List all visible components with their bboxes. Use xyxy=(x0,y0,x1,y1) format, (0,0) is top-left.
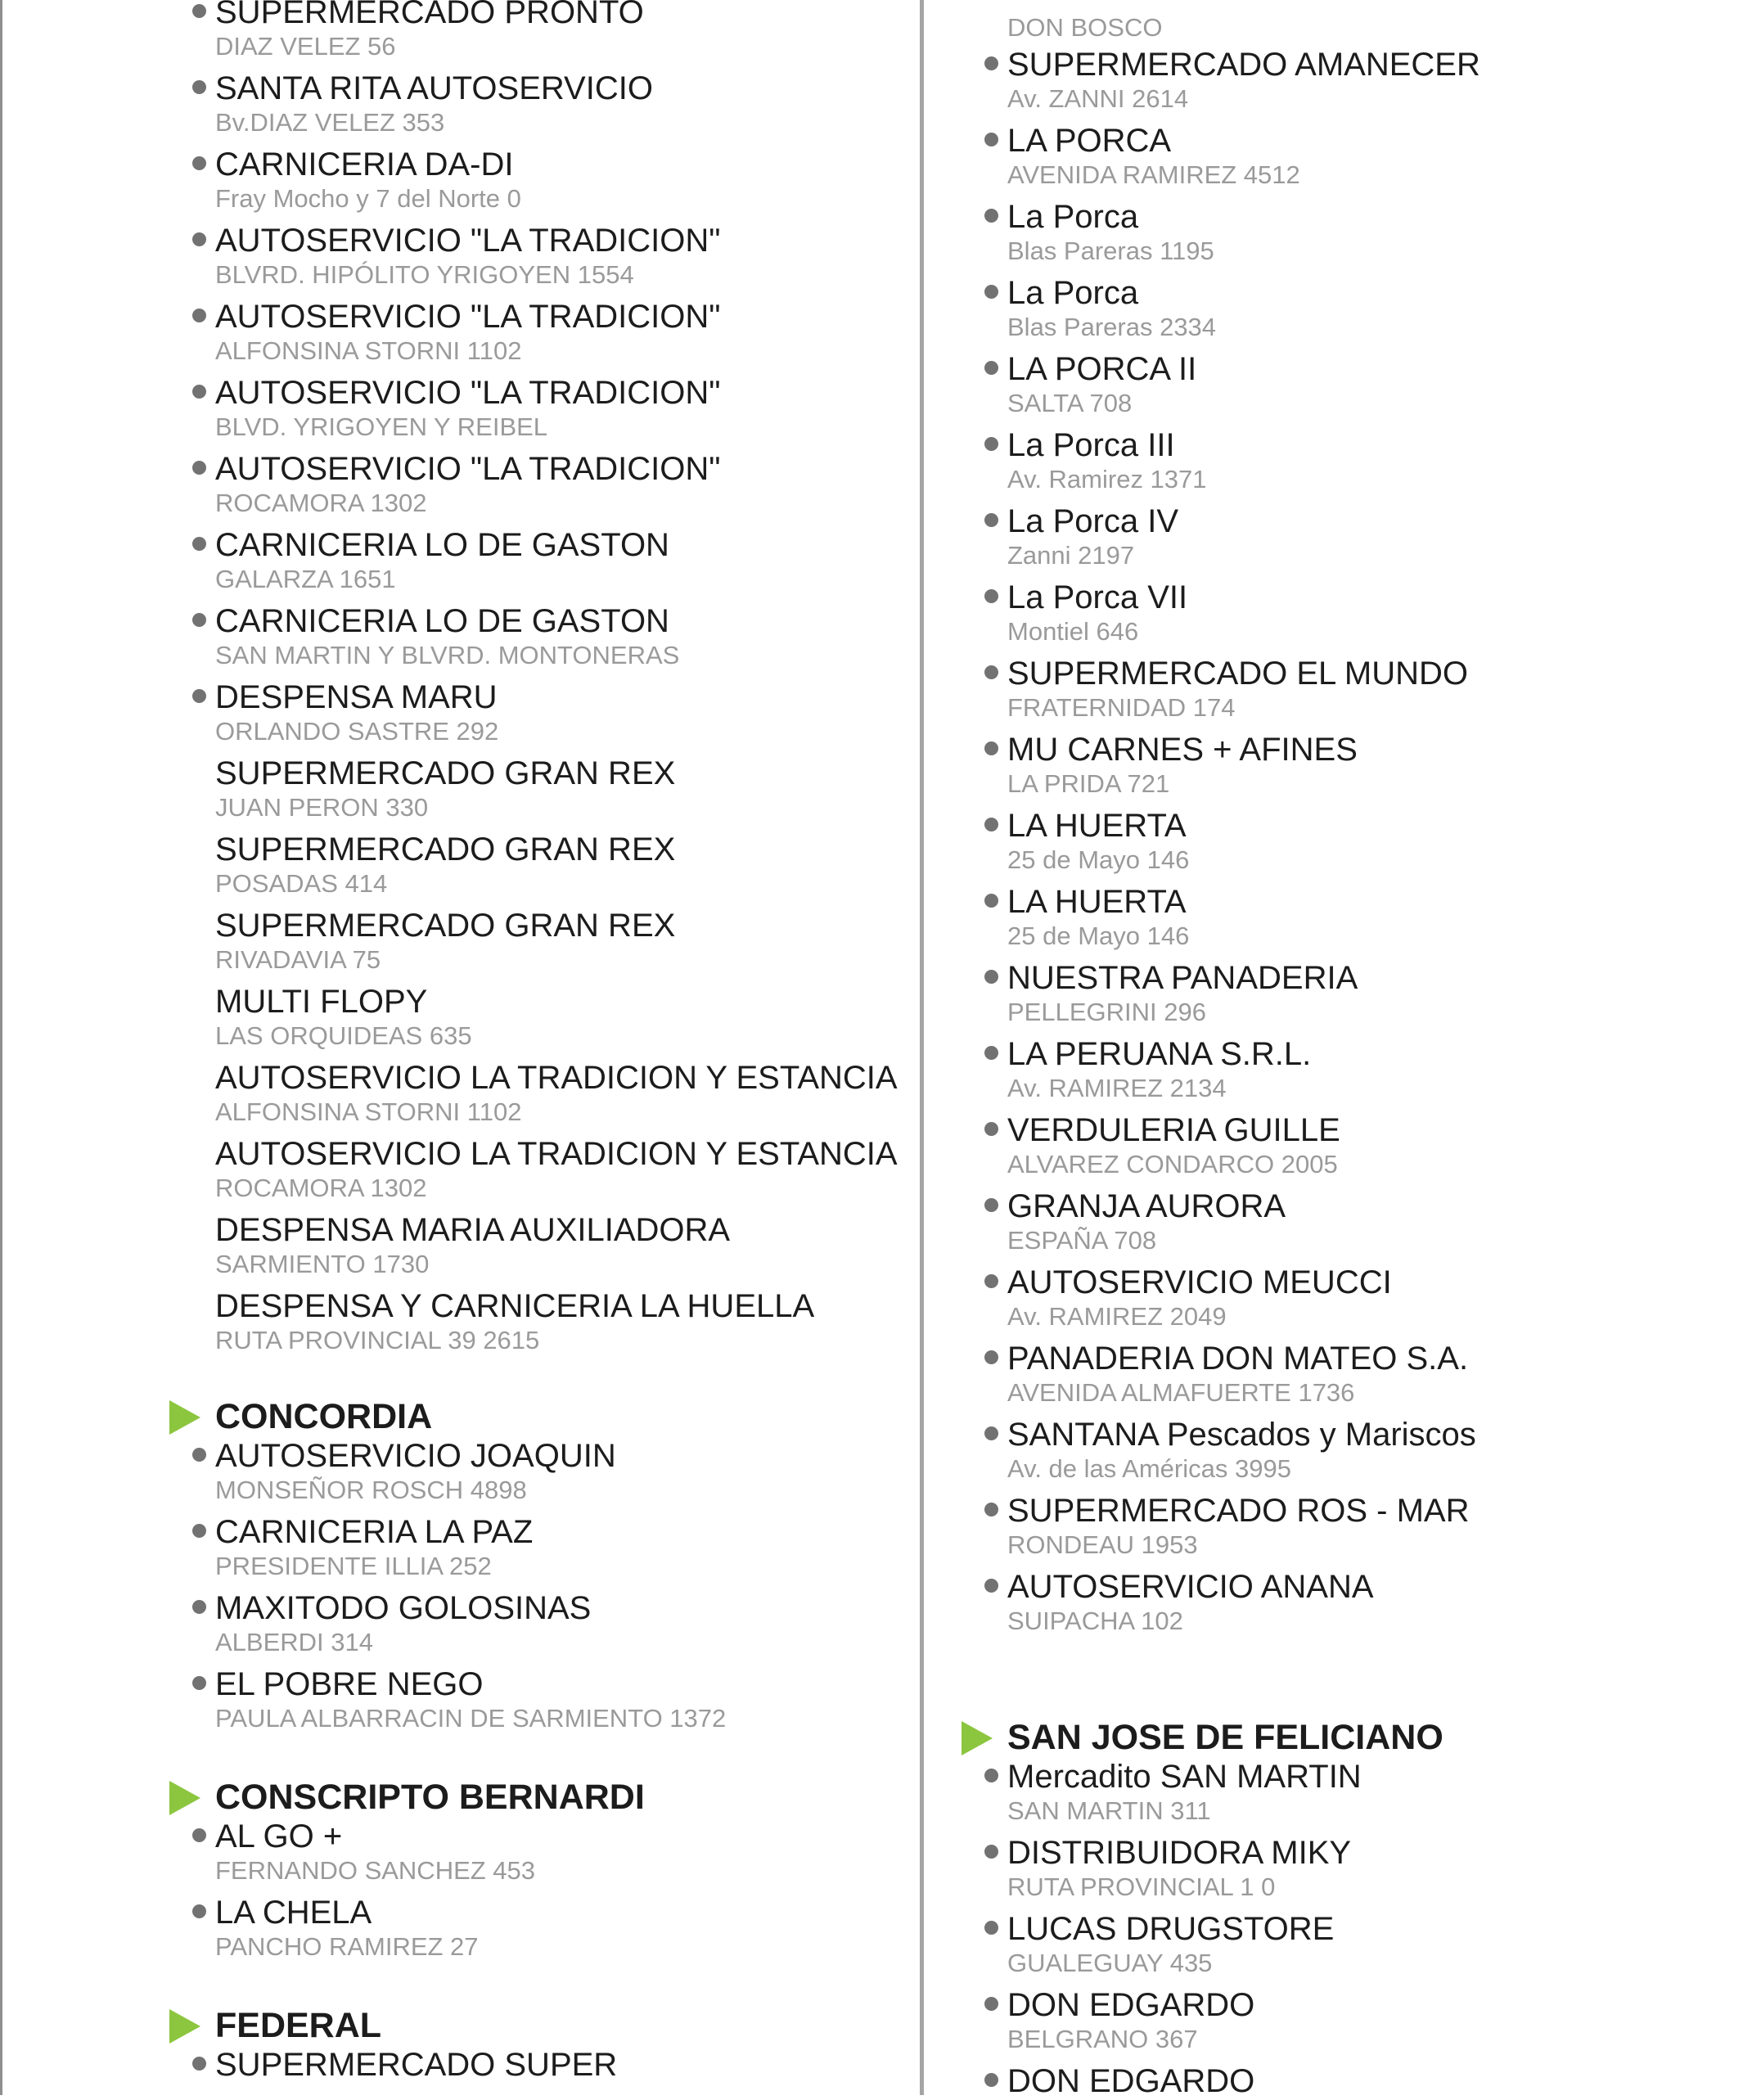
bullet-icon xyxy=(984,665,998,679)
bullet-icon xyxy=(984,209,998,223)
store-name: CARNICERIA LA PAZ xyxy=(215,1514,534,1550)
store-address: Av. ZANNI 2614 xyxy=(1007,84,1189,113)
store-name: AUTOSERVICIO "LA TRADICION" xyxy=(215,451,721,487)
bullet-icon xyxy=(984,1350,998,1364)
store-address: LA PRIDA 721 xyxy=(1007,769,1170,798)
store-name: DON EDGARDO xyxy=(1007,1987,1255,2023)
bullet-icon xyxy=(192,461,206,475)
store-address: PRESIDENTE ILLIA 252 xyxy=(215,1552,492,1580)
store-address: ORLANDO SASTRE 292 xyxy=(215,717,499,746)
store-address: BELGRANO 367 xyxy=(1007,2025,1198,2053)
section-title: SAN JOSE DE FELICIANO xyxy=(1007,1718,1443,1757)
store-address: BLVRD. HIPÓLITO YRIGOYEN 1554 xyxy=(215,260,634,289)
store-name: DON EDGARDO xyxy=(1007,2063,1255,2099)
bullet-icon xyxy=(192,689,206,703)
store-address: BLVD. YRIGOYEN Y REIBEL xyxy=(215,412,548,441)
store-name: Mercadito SAN MARTIN xyxy=(1007,1759,1362,1795)
store-address: SAN MARTIN Y BLVRD. MONTONERAS xyxy=(215,641,680,669)
store-name: PANADERIA DON MATEO S.A. xyxy=(1007,1341,1469,1377)
bullet-icon xyxy=(984,56,998,70)
section-title: CONSCRIPTO BERNARDI xyxy=(215,1778,645,1817)
store-address: Av. Ramirez 1371 xyxy=(1007,465,1207,493)
store-name: VERDULERIA GUILLE xyxy=(1007,1112,1340,1148)
bullet-icon xyxy=(192,80,206,94)
store-name: DESPENSA MARU xyxy=(215,679,498,715)
bullet-icon xyxy=(192,4,206,18)
store-address: AVENIDA RAMIREZ 4512 xyxy=(1007,160,1300,189)
store-name: AUTOSERVICIO "LA TRADICION" xyxy=(215,223,721,259)
bullet-icon xyxy=(984,1122,998,1136)
store-name: LA PORCA xyxy=(1007,123,1172,159)
store-name: La Porca xyxy=(1007,199,1139,235)
bullet-icon xyxy=(192,1448,206,1462)
store-address: POSADAS 414 xyxy=(215,869,388,898)
store-address: ALFONSINA STORNI 1102 xyxy=(215,336,522,365)
store-name: DESPENSA MARIA AUXILIADORA xyxy=(215,1212,731,1248)
store-name: La Porca III xyxy=(1007,427,1175,463)
store-address: ESPAÑA 708 xyxy=(1007,1226,1157,1255)
column-divider xyxy=(920,0,924,2095)
store-address: Blas Pareras 1195 xyxy=(1007,237,1214,265)
store-name: La Porca VII xyxy=(1007,579,1188,615)
store-address: LAS ORQUIDEAS 635 xyxy=(215,1021,472,1050)
store-address: RUTA PROVINCIAL 1 0 xyxy=(1007,1872,1276,1901)
bullet-icon xyxy=(192,2057,206,2071)
store-address: RIVADAVIA 75 xyxy=(215,945,381,974)
store-name: CARNICERIA DA-DI xyxy=(215,146,514,183)
store-address: SALTA 708 xyxy=(1007,389,1133,417)
section-title: FEDERAL xyxy=(215,2006,382,2045)
store-address: MONSEÑOR ROSCH 4898 xyxy=(215,1476,527,1504)
store-name: LUCAS DRUGSTORE xyxy=(1007,1911,1335,1947)
store-address: AVENIDA ALMAFUERTE 1736 xyxy=(1007,1378,1355,1407)
store-name: GRANJA AURORA xyxy=(1007,1188,1286,1224)
store-address: FERNANDO SANCHEZ 453 xyxy=(215,1856,536,1885)
store-address: RUTA PROVINCIAL 39 2615 xyxy=(215,1326,540,1354)
store-name: CARNICERIA LO DE GASTON xyxy=(215,603,669,639)
store-address: Av. de las Américas 3995 xyxy=(1007,1454,1291,1483)
store-name: NUESTRA PANADERIA xyxy=(1007,960,1358,996)
bullet-icon xyxy=(192,1676,206,1690)
store-address: SAN MARTIN 311 xyxy=(1007,1796,1211,1825)
store-address: SUIPACHA 102 xyxy=(1007,1607,1183,1635)
store-name: AUTOSERVICIO JOAQUIN xyxy=(215,1438,616,1474)
store-name: AUTOSERVICIO LA TRADICION Y ESTANCIA xyxy=(215,1060,898,1096)
store-address: PELLEGRINI 296 xyxy=(1007,998,1206,1026)
store-name: AUTOSERVICIO LA TRADICION Y ESTANCIA xyxy=(215,1136,898,1172)
bullet-icon xyxy=(984,513,998,527)
store-name: EL POBRE NEGO xyxy=(215,1666,484,1702)
store-address: ALBERDI 314 xyxy=(215,1628,373,1656)
store-address: Av. RAMIREZ 2049 xyxy=(1007,1302,1227,1331)
bullet-icon xyxy=(984,285,998,299)
bullet-icon xyxy=(984,1769,998,1782)
section-title: CONCORDIA xyxy=(215,1397,433,1436)
store-name: MAXITODO GOLOSINAS xyxy=(215,1590,592,1626)
store-name: SUPERMERCADO ROS - MAR xyxy=(1007,1493,1470,1529)
store-address: ALFONSINA STORNI 1102 xyxy=(215,1097,522,1126)
bullet-icon xyxy=(192,537,206,551)
bullet-icon xyxy=(192,1828,206,1842)
bullet-icon xyxy=(984,1426,998,1440)
section-arrow-icon xyxy=(169,2009,200,2044)
store-address: Bv.DIAZ VELEZ 353 xyxy=(215,108,445,137)
store-name: La Porca IV xyxy=(1007,503,1179,539)
bullet-icon xyxy=(984,589,998,603)
store-name: SANTANA Pescados y Mariscos xyxy=(1007,1417,1476,1453)
bullet-icon xyxy=(984,1579,998,1593)
bullet-icon xyxy=(984,741,998,755)
store-address: PAULA ALBARRACIN DE SARMIENTO 1372 xyxy=(215,1704,727,1733)
section-arrow-icon xyxy=(169,1781,200,1815)
bullet-icon xyxy=(984,437,998,451)
bullet-icon xyxy=(984,133,998,146)
store-name: LA HUERTA xyxy=(1007,884,1187,920)
store-name: SUPERMERCADO GRAN REX xyxy=(215,831,676,867)
store-address: Fray Mocho y 7 del Norte 0 xyxy=(215,184,521,213)
store-address: Zanni 2197 xyxy=(1007,541,1135,570)
store-name: AL GO + xyxy=(215,1818,343,1854)
store-name: LA CHELA xyxy=(215,1895,372,1931)
bullet-icon xyxy=(984,1921,998,1935)
store-name: SUPERMERCADO PRONTO xyxy=(215,0,644,30)
bullet-icon xyxy=(984,894,998,908)
bullet-icon xyxy=(192,1600,206,1614)
store-name: SUPERMERCADO AMANECER xyxy=(1007,47,1480,83)
bullet-icon xyxy=(984,1046,998,1060)
store-name: AUTOSERVICIO "LA TRADICION" xyxy=(215,299,721,335)
bullet-icon xyxy=(984,1503,998,1516)
store-address: DIAZ VELEZ 56 xyxy=(215,32,396,61)
store-name: SUPERMERCADO GRAN REX xyxy=(215,755,676,791)
store-address: JUAN PERON 330 xyxy=(215,793,429,822)
store-name: La Porca xyxy=(1007,275,1139,311)
bullet-icon xyxy=(984,818,998,831)
store-name: AUTOSERVICIO "LA TRADICION" xyxy=(215,375,721,411)
store-name: MU CARNES + AFINES xyxy=(1007,732,1358,768)
bullet-icon xyxy=(984,1997,998,2011)
store-name: DESPENSA Y CARNICERIA LA HUELLA xyxy=(215,1288,815,1324)
bullet-icon xyxy=(984,1845,998,1859)
page-left-edge xyxy=(0,0,2,2095)
bullet-icon xyxy=(984,1274,998,1288)
store-name: MULTI FLOPY xyxy=(215,984,428,1020)
store-address: ROCAMORA 1302 xyxy=(215,1174,427,1202)
bullet-icon xyxy=(192,1904,206,1918)
bullet-icon xyxy=(984,361,998,375)
store-name: AUTOSERVICIO MEUCCI xyxy=(1007,1264,1392,1300)
bullet-icon xyxy=(984,970,998,984)
store-name: LA HUERTA xyxy=(1007,808,1187,844)
store-address: FRATERNIDAD 174 xyxy=(1007,693,1236,722)
store-name: SUPERMERCADO SUPER xyxy=(215,2047,618,2083)
bullet-icon xyxy=(192,232,206,246)
store-name: SANTA RITA AUTOSERVICIO xyxy=(215,70,653,106)
store-address: Montiel 646 xyxy=(1007,617,1139,646)
store-name: LA PERUANA S.R.L. xyxy=(1007,1036,1312,1072)
store-address: 25 de Mayo 146 xyxy=(1007,922,1190,950)
bullet-icon xyxy=(192,156,206,170)
store-address: Av. RAMIREZ 2134 xyxy=(1007,1074,1227,1102)
store-address: 25 de Mayo 146 xyxy=(1007,845,1190,874)
bullet-icon xyxy=(192,385,206,399)
bullet-icon xyxy=(192,1524,206,1538)
section-arrow-icon xyxy=(169,1400,200,1435)
store-name: LA PORCA II xyxy=(1007,351,1197,387)
store-address: ROCAMORA 1302 xyxy=(215,489,427,517)
bullet-icon xyxy=(192,613,206,627)
store-address: Blas Pareras 2334 xyxy=(1007,313,1217,341)
store-name: AUTOSERVICIO ANANA xyxy=(1007,1569,1374,1605)
store-name: SUPERMERCADO EL MUNDO xyxy=(1007,656,1469,692)
store-address: SARMIENTO 1730 xyxy=(215,1250,430,1278)
store-address: GUALEGUAY 435 xyxy=(1007,1949,1213,1977)
store-address: DON BOSCO xyxy=(1007,13,1163,42)
store-address: ALVAREZ CONDARCO 2005 xyxy=(1007,1150,1338,1178)
store-name: SUPERMERCADO GRAN REX xyxy=(215,908,676,944)
store-address: RONDEAU 1953 xyxy=(1007,1530,1198,1559)
bullet-icon xyxy=(192,309,206,322)
store-name: CARNICERIA LO DE GASTON xyxy=(215,527,669,563)
store-address: GALARZA 1651 xyxy=(215,565,396,593)
section-arrow-icon xyxy=(962,1721,993,1755)
store-address: PANCHO RAMIREZ 27 xyxy=(215,1932,479,1961)
store-name: DISTRIBUIDORA MIKY xyxy=(1007,1835,1352,1871)
bullet-icon xyxy=(984,1198,998,1212)
bullet-icon xyxy=(984,2073,998,2087)
